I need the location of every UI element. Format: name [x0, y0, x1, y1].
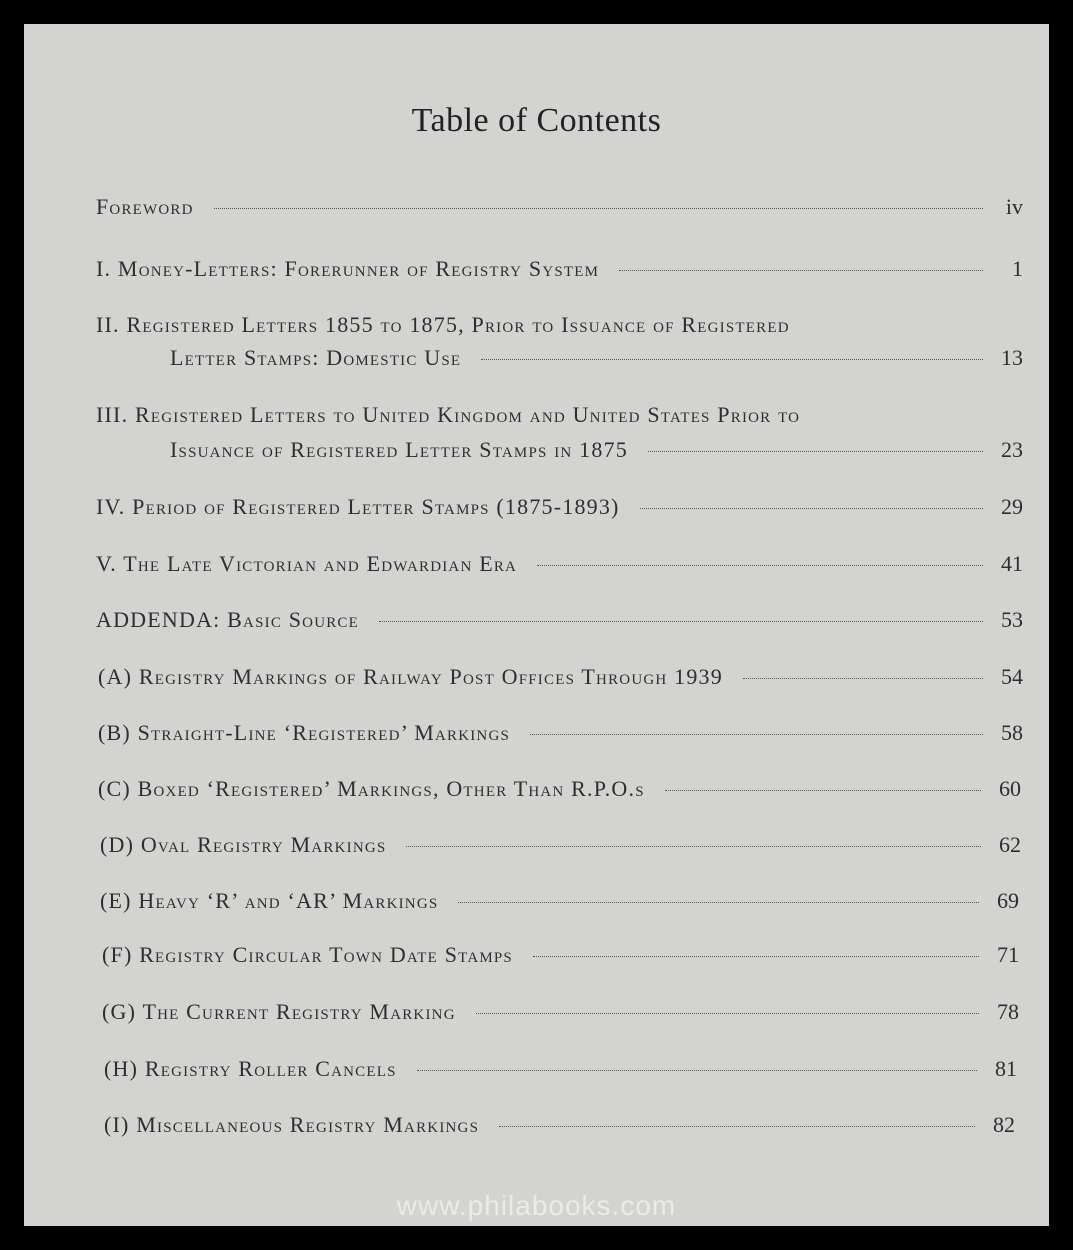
- toc-entry-addendum-c: [98, 776, 1021, 802]
- dot-leader: [379, 621, 983, 622]
- dot-leader: [619, 270, 983, 271]
- page-title: Table of Contents: [411, 102, 662, 139]
- dot-leader: [743, 678, 983, 679]
- toc-entry-addendum-e: [100, 888, 1019, 914]
- toc-entry-label: (C) Boxed ‘Registered’ Markings, Other Than R.P.O.s: [98, 776, 645, 801]
- toc-page-number: 23: [1001, 437, 1023, 462]
- toc-page-number: 41: [1001, 551, 1023, 576]
- toc-page-number: 82: [993, 1112, 1015, 1137]
- toc-entry-label: Letter Stamps: Domestic Use: [170, 345, 462, 370]
- toc-entry-label: V. The Late Victorian and Edwardian Era: [96, 551, 518, 576]
- toc-entry-addenda: [96, 607, 1023, 633]
- dot-leader: [458, 902, 979, 903]
- toc-entry-label: II. Registered Letters 1855 to 1875, Prior to Issuance of Registered: [96, 312, 790, 337]
- toc-entry-label: (H) Registry Roller Cancels: [104, 1056, 397, 1081]
- toc-entry-chapter-2-line-2: [170, 345, 1023, 371]
- dot-leader: [499, 1126, 975, 1127]
- toc-entry-label: ADDENDA: Basic Source: [96, 607, 359, 632]
- toc-entry-label: IV. Period of Registered Letter Stamps (1875-1893): [96, 494, 620, 519]
- toc-page-number: 54: [1001, 664, 1023, 689]
- toc-page-number: 58: [1001, 720, 1023, 745]
- toc-entry-addendum-d: [100, 832, 1021, 858]
- toc-entry-chapter-2-line-1: [96, 312, 790, 338]
- toc-entry-label: (F) Registry Circular Town Date Stamps: [102, 942, 513, 967]
- toc-page-number: 78: [997, 999, 1019, 1024]
- dot-leader: [417, 1070, 977, 1071]
- toc-page-number: iv: [1005, 194, 1023, 219]
- toc-entry-addendum-h: [104, 1056, 1017, 1082]
- toc-entry-chapter-3-line-1: [96, 402, 800, 428]
- toc-entry-addendum-a: [98, 664, 1023, 690]
- toc-entry-label: (E) Heavy ‘R’ and ‘AR’ Markings: [100, 888, 439, 913]
- toc-entry-addendum-i: [104, 1112, 1015, 1138]
- toc-entry-addendum-g: [102, 999, 1019, 1025]
- dot-leader: [481, 359, 983, 360]
- document-page: [24, 24, 1049, 1226]
- dot-leader: [648, 451, 983, 452]
- watermark-text: www.philabooks.com: [396, 1190, 677, 1221]
- dot-leader: [530, 734, 983, 735]
- dot-leader: [476, 1013, 979, 1014]
- toc-page-number: 29: [1001, 494, 1023, 519]
- toc-page-number: 69: [997, 888, 1019, 913]
- toc-page-number: 62: [999, 832, 1021, 857]
- toc-entry-chapter-4: [96, 494, 1023, 520]
- toc-entry-label: (G) The Current Registry Marking: [102, 999, 456, 1024]
- toc-page-number: 60: [999, 776, 1021, 801]
- toc-entry-chapter-3-line-2: [170, 437, 1023, 463]
- toc-entry-label: (D) Oval Registry Markings: [100, 832, 387, 857]
- toc-entry-addendum-b: [98, 720, 1023, 746]
- toc-page-number: 81: [995, 1056, 1017, 1081]
- toc-entry-addendum-f: [102, 942, 1019, 968]
- toc-entry-foreword: [96, 194, 1023, 220]
- dot-leader: [214, 208, 983, 209]
- toc-entry-label: Issuance of Registered Letter Stamps in 1875: [170, 437, 628, 462]
- toc-page-number: 1: [1012, 256, 1023, 281]
- dot-leader: [406, 846, 981, 847]
- toc-entry-chapter-1: [96, 256, 1023, 282]
- dot-leader: [533, 956, 979, 957]
- toc-page-number: 53: [1001, 607, 1023, 632]
- dot-leader: [665, 790, 981, 791]
- toc-page-number: 13: [1001, 345, 1023, 370]
- dot-leader: [640, 508, 983, 509]
- toc-entry-label: (B) Straight-Line ‘Registered’ Markings: [98, 720, 511, 745]
- toc-entry-label: I. Money-Letters: Forerunner of Registry System: [96, 256, 600, 281]
- toc-page-number: 71: [997, 942, 1019, 967]
- toc-entry-label: (A) Registry Markings of Railway Post Offices Through 1939: [98, 664, 723, 689]
- toc-entry-chapter-5: [96, 551, 1023, 577]
- toc-entry-label: III. Registered Letters to United Kingdom and United States Prior to: [96, 402, 801, 427]
- dot-leader: [537, 565, 983, 566]
- toc-entry-label: Foreword: [96, 194, 194, 219]
- toc-entry-label: (I) Miscellaneous Registry Markings: [104, 1112, 480, 1137]
